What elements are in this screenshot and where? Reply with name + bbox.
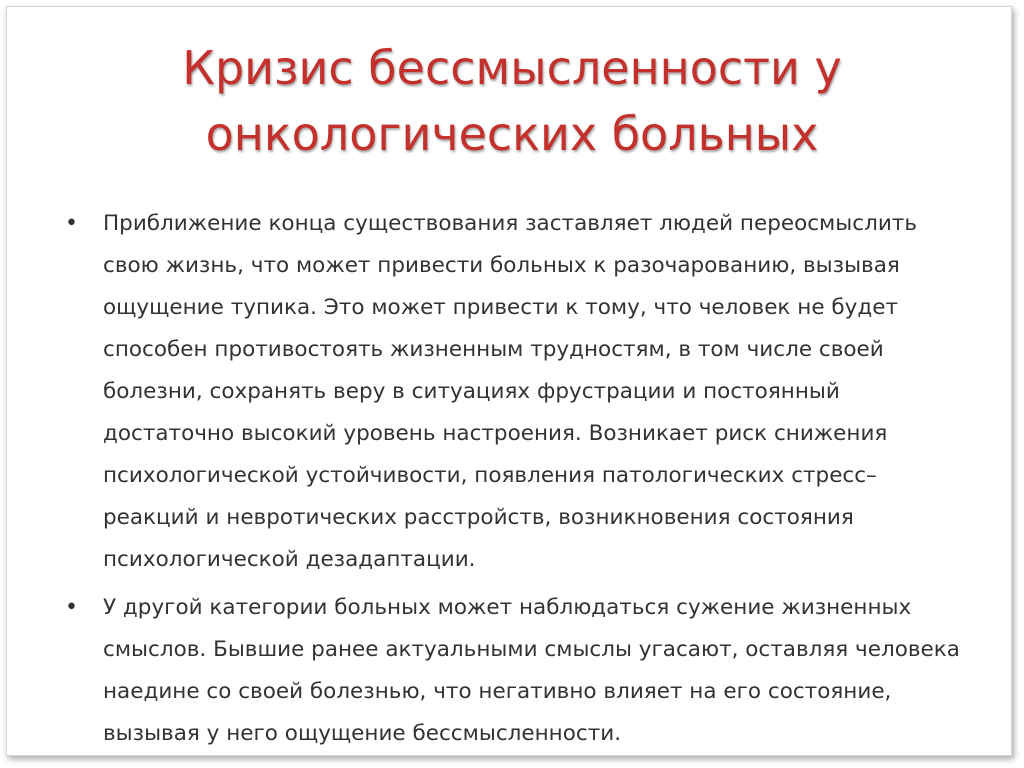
bullet-item: [65, 203, 965, 581]
bullet-icon: •: [65, 595, 78, 620]
bullet-icon: •: [65, 211, 78, 236]
slide-title-line-2: онкологических больных: [205, 107, 819, 161]
slide: [6, 6, 1012, 756]
slide-title-line-1: Кризис бессмысленности у: [182, 41, 842, 95]
bullet-list: [65, 203, 965, 761]
bullet-item: [65, 587, 965, 755]
bullet-text: У другой категории больных может наблюдаться сужение жизненных смыслов. Бывшие ранее актуальными смыслы угасают, оставляя человека наедине со своей болезнью, что негативно влияет на его состояние, вызывая у него ощущение бессмысленности.: [103, 595, 960, 746]
slide-title: [47, 35, 977, 167]
bullet-text: Приближение конца существования заставляет людей переосмыслить свою жизнь, что может привести больных к разочарованию, вызывая ощущение тупика. Это может привести к тому, что человек не будет способен противостоять жизненным трудностям, в том числе своей болезни, сохранять веру в ситуациях фрустрации и постоянный достаточно высокий уровень настроения. Возникает риск снижения психологической устойчивости, появления патологических стресс–реакций и невротических расстройств, возникновения состояния психологической дезадаптации.: [103, 211, 917, 572]
